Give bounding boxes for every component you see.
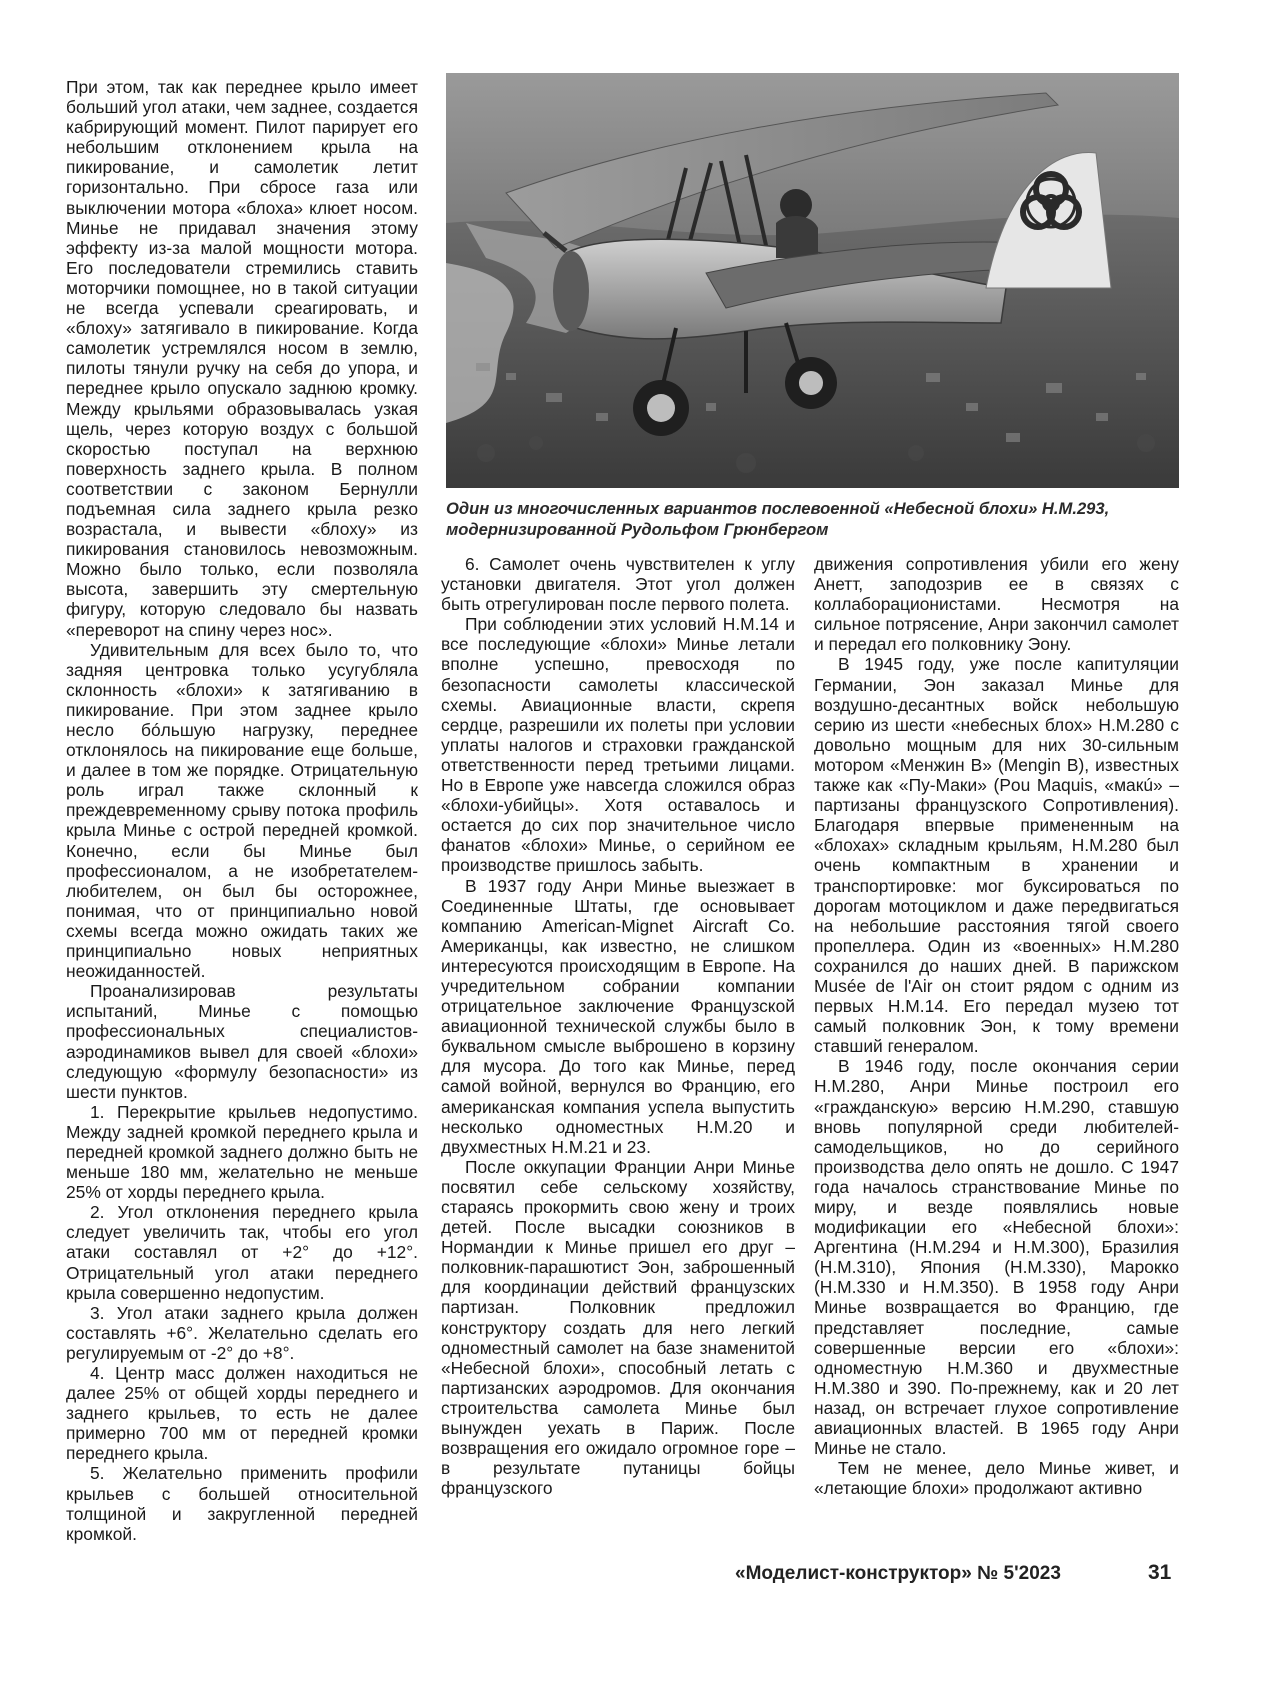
paragraph: движения сопротивления убили его жену Анетт, заподозрив ее в связях с коллаборационистами. Несмотря на сильное потрясение, Анри закончил самолет и передал его полковнику Эону. [814,554,1179,655]
paragraph: После оккупации Франции Анри Минье посвятил себе сельскому хозяйству, стараясь прокормить свою жену и троих детей. После высадки союзников в Нормандии к Минье пришел его друг – полковник-парашютист Эон, заброшенный для координации действий французских партизан. Полковник предложил конструктору создать для него легкий одноместный самолет на базе знаменитой «Небесной блохи», способный летать с партизанских аэродромов. Для окончания строительства самолета Минье был вынужден уехать в Париж. После возвращения его ожидало огромное горе – в результате путаницы бойцы французского [441,1156,795,1499]
paragraph: В 1937 году Анри Минье выезжает в Соединенные Штаты, где основывает компанию American-Mignet Aircraft Co. Американцы, как известно, не слишком интересуются происходящим в Европе. На учредительном собрании компании отрицательное заключение Французской авиационной технической службы было в буквальном смысле выброшено в корзину для мусора. До того как Минье, перед самой войной, вернулся во Францию, его американская компания успела выпустить несколько одноместных Н.М.20 и двухместных Н.М.21 и 23. [441,875,795,1157]
paragraph: При соблюдении этих условий Н.М.14 и все последующие «блохи» Минье летали вполне успешно, превосходя по безопасности самолеты классической схемы. Авиационные власти, скрепя сердце, разрешили их полеты при условии уплаты налогов и страховки гражданской ответственности перед третьими лицами. Но в Европе уже навсегда сложился образ «блохи-убийцы». Хотя оставалось и остается до сих пор значительное число фанатов «блохи» Минье, о серийном ее производстве пришлось забыть. [441,614,795,876]
paragraph: В 1945 году, уже после капитуляции Германии, Эон заказал Минье для воздушно-десантных войск небольшую серию из шести «небесных блох» Н.М.280 с довольно мощным для них 30-сильным мотором «Менжин В» (Mengin B), известных также как «Пу-Маки» (Pou Maquis, «макú» – партизаны французского Сопротивления). Благодаря впервые примененным на «блохах» складным крыльям, Н.М.280 был очень компактным в хранении и транспортировке: мог буксироваться по дорогам мотоциклом и даже передвигаться на небольшие расстояния тягой своего пропеллера. Один из «военных» Н.М.280 сохранился до наших дней. В парижском Musée de l'Air он стоит рядом с одним из первых Н.М.14. Его передал музею тот самый полковник Эон, к тому времени ставший генералом. [814,654,1179,1057]
list-item: 5. Желательно применить профили крыльев с большей относительной толщиной и закругленной передней кромкой. [66,1463,418,1544]
list-item: 6. Самолет очень чувствителен к углу установки двигателя. Этот угол должен быть отрегулирован после первого полета. [441,554,795,615]
paragraph: Удивительным для всех было то, что задняя центровка только усугубляла склонность «блохи» к затягиванию в пикирование. При этом заднее крыло несло бóльшую нагрузку, переднее отклонялось на пикирование еще больше, и далее в том же порядке. Отрицательную роль играл также склонный к преждевременному срыву потока профиль крыла Минье с острой передней кромкой. Конечно, если бы Минье был профессионалом, а не изобретателем-любителем, он был бы осторожнее, понимая, что от принципиально новой схемы всегда можно ожидать таких же принципиально новых неприятных неожиданностей. [66,639,418,982]
aircraft-photo [446,73,1179,488]
text-column-1 [66,77,418,1547]
page-number: 31 [1148,1561,1172,1584]
photo-caption: Один из многочисленных вариантов послевоенной «Небесной блохи» Н.М.293, модернизированной Рудольфом Грюнбергом [446,499,1110,539]
list-item: 2. Угол отклонения переднего крыла следует увеличить так, чтобы его угол атаки составлял от +2° до +12°. Отрицательный угол атаки переднего крыла совершенно недопустим. [66,1202,418,1303]
list-item: 1. Перекрытие крыльев недопустимо. Между задней кромкой переднего крыла и передней кромкой заднего должно быть не меньше 180 мм, желательно не меньше 25% от хорды переднего крыла. [66,1101,418,1203]
list-item: 3. Угол атаки заднего крыла должен составлять +6°. Желательно сделать его регулируемым от -2° до +8°. [66,1302,418,1363]
list-item: 4. Центр масс должен находиться не далее 25% от общей хорды переднего и заднего крыльев, то есть не далее примерно 700 мм от передней кромки переднего крыла. [66,1363,418,1464]
text-column-3 [814,554,1179,1549]
paragraph: Тем не менее, дело Минье живет, и «летающие блохи» продолжают активно [814,1458,1179,1499]
paragraph: В 1946 году, после окончания серии Н.М.280, Анри Минье построил его «гражданскую» версию Н.М.290, ставшую вновь популярной среди любителей-самодельщиков, но до серийного производства дело опять не дошло. С 1947 года началось странствование Минье по миру, и везде появлялись новые модификации его «Небесной блохи»: Аргентина (Н.М.294 и Н.М.300), Бразилия (Н.М.310), Япония (Н.М.330), Марокко (Н.М.330 и Н.М.350). В 1958 году Анри Минье возвращается во Францию, где представляет последние, самые совершенные версии его «блохи»: одноместную Н.М.360 и двухместные Н.М.380 и 390. По-прежнему, как и 20 лет назад, он встречает глухое сопротивление авиационных властей. В 1965 году Анри Минье не стало. [814,1056,1179,1459]
paragraph: Проанализировав результаты испытаний, Минье с помощью профессиональных специалистов-аэродинамиков вывел для своей «блохи» следующую «формулу безопасности» из шести пунктов. [66,981,418,1102]
paragraph: При этом, так как переднее крыло имеет больший угол атаки, чем заднее, создается кабрирующий момент. Пилот парирует его небольшим отклонением крыла на пикирование, и самолетик летит горизонтально. При сбросе газа или выключении мотора «блоха» клюет носом. Минье не придавал значения этому эффекту из-за малой мощности мотора. Его последователи стремились ставить моторчики помощнее, но в такой ситуации не всегда успевали среагировать, и «блоху» затягивало в пикирование. Когда самолетик устремлялся носом в землю, пилоты тянули ручку на себя до упора, и переднее крыло опускало заднюю кромку. Между крыльями образовывалась узкая щель, через которую воздух с большой скоростью поступал на верхнюю поверхность заднего крыла. В полном соответствии с законом Бернулли подъемная сила заднего крыла резко возрастала, и вывести «блоху» из пикирования становилось невозможным. Можно было только, если позволяла высота, завершить эту смертельную фигуру, которую следовало бы назвать «переворот на спину через нос». [66,77,418,640]
magazine-issue: «Моделист-конструктор» № 5'2023 [735,1563,1061,1584]
text-column-2 [441,554,795,1549]
